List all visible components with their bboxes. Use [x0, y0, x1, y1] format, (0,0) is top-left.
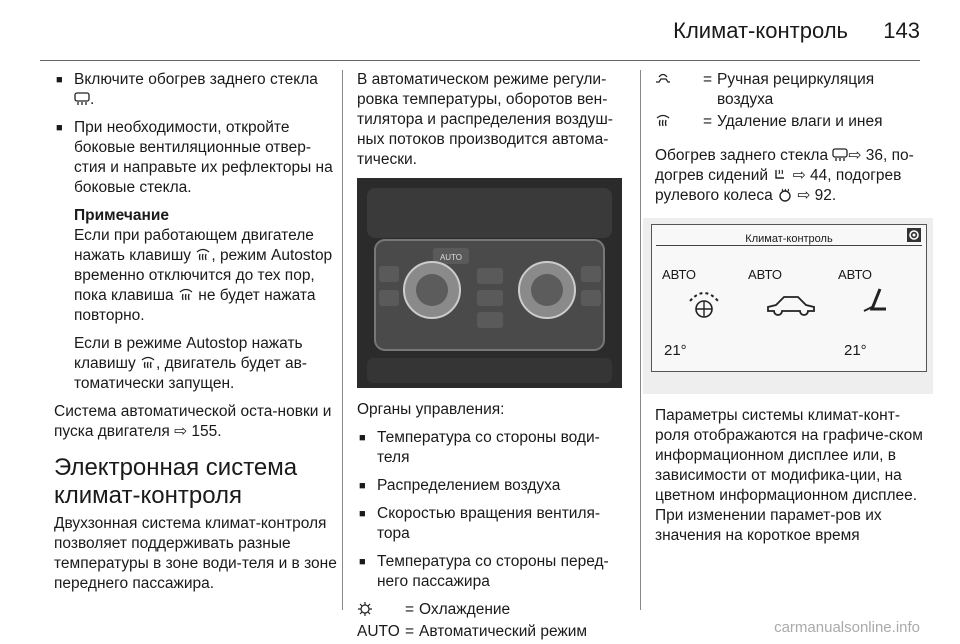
- footer-watermark: carmanualsonline.info: [774, 619, 920, 636]
- paragraph: Система автоматической оста-новки и пуска двигателя ⇨ 155.: [54, 403, 332, 440]
- list-item: ■ При необходимости, откройте боковые вентиляционные отвер-стия и направьте их рефлекторы на боковые стекла.: [54, 118, 338, 198]
- list-item: ■ Распределением воздуха: [357, 476, 629, 496]
- note-text: Если в режиме Autostop нажать клавишу , двигатель будет ав-томатически запущен.: [74, 335, 307, 392]
- definition-row: = Охлаждение: [357, 600, 629, 620]
- list-item: ■ Температура со стороны перед-него пассажира: [357, 552, 629, 592]
- page-ref-icon: ⇨: [792, 167, 806, 184]
- auto-label: АВТО: [748, 267, 782, 282]
- controls-title: Органы управления:: [357, 401, 505, 418]
- header-divider: [40, 60, 920, 61]
- column-divider: [342, 70, 343, 610]
- paragraph: Параметры системы климат-конт-роля отображаются на графиче-ском информационном дисплее или, в зависимости от модифика-ции, на цветном информационном дисплее. При изменении парамет-ров их значения на короткое время: [655, 407, 923, 544]
- driver-temp: 21°: [664, 342, 687, 359]
- defrost-icon: [140, 356, 156, 370]
- paragraph: Двухзонная система климат-контроля позволяет поддерживать разные температуры в зоне води-теля и в зоне переднего пассажира.: [54, 515, 337, 592]
- note-text: Если при работающем двигателе нажать клавишу , режим Autostop временно отключится до тех пор, пока клавиша не будет нажата повторно.: [74, 227, 333, 324]
- passenger-temp: 21°: [844, 342, 867, 359]
- defrost-icon: [195, 248, 211, 262]
- page-ref-icon: ⇨: [797, 187, 811, 204]
- svg-text:AUTO: AUTO: [439, 253, 463, 262]
- page-ref-icon: ⇨: [848, 147, 862, 164]
- auto-label: АВТО: [838, 267, 872, 282]
- rear-window-heat-icon: [832, 148, 848, 162]
- fan-icon: [686, 287, 722, 321]
- defrost-icon: [655, 114, 671, 128]
- paragraph: Обогрев заднего стекла ⇨ 36, по-догрев сидений ⇨ 44, подогрев рулевого колеса ⇨ 92.: [655, 147, 914, 204]
- display-screenshot: [643, 218, 933, 394]
- list-item: ■ Температура со стороны води-теля: [357, 428, 629, 468]
- rear-window-heat-icon: [74, 92, 90, 106]
- column-divider: [640, 70, 641, 610]
- seat-airflow-icon: [860, 285, 890, 321]
- note-title: Примечание: [74, 207, 169, 224]
- seat-heat-icon: [772, 168, 788, 182]
- definition-row: = Ручная рециркуляция воздуха: [655, 70, 925, 110]
- page-number: 143: [883, 18, 920, 43]
- auto-label: АВТО: [662, 267, 696, 282]
- column-middle: [357, 70, 629, 644]
- list-item: ■ Скоростью вращения вентиля-тора: [357, 504, 629, 544]
- defrost-icon: [178, 288, 194, 302]
- page-title: Климат-контроль: [673, 18, 848, 43]
- snowflake-icon: [357, 602, 373, 616]
- section-heading: Электронная система климат-контроля: [54, 454, 298, 509]
- definition-row: = Удаление влаги и инея: [655, 112, 925, 132]
- page-ref-icon: ⇨: [174, 423, 188, 440]
- settings-icon: [906, 227, 922, 243]
- steering-heat-icon: [777, 188, 793, 202]
- recirculation-icon: [655, 72, 671, 86]
- column-right: [655, 70, 925, 554]
- car-icon: [766, 293, 816, 317]
- display-title: Климат-контроль: [745, 233, 833, 245]
- paragraph: В автоматическом режиме регули-ровка температуры, оборотов вен-тилятора и распределения воздуш-ных потоков производится автома-тически.: [357, 71, 613, 168]
- climate-display: [651, 224, 927, 372]
- column-left: [54, 70, 338, 602]
- definition-row: AUTO = Автоматический режим: [357, 623, 588, 640]
- list-item: ■ Включите обогрев заднего стекла .: [54, 70, 338, 110]
- control-panel-photo: [357, 178, 622, 388]
